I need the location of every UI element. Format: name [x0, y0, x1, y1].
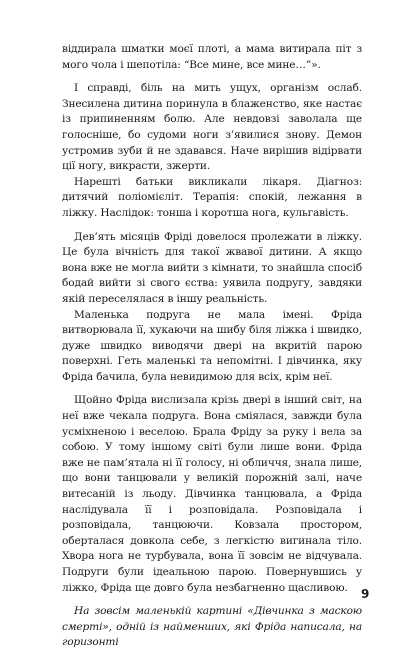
- text-column: [62, 42, 362, 651]
- page-number: 9: [361, 587, 370, 601]
- paragraph: Маленька подруга не мала імені. Фріда витворювала її, хукаючи на шибу біля ліжка і швидко, дуже швидко виводячи двері на вкритій парою поверхні. Геть маленькі та непомітні. І дівчинка, яку Фріда бачила, була невидимою для всіх, крім неї.: [62, 308, 362, 383]
- paragraph: Щойно Фріда вислизала крізь двері в інший світ, на неї вже чекала подруга. Вона сміялася, завжди була усміхненою і веселою. Брала Фріду за руку і вела за собою. У тому іншому світі були лише вони. Фріда вже не пам’ятала ні її голосу, ні обличчя, знала лише, що вони танцювали у великій порожній залі, наче витесаній із льоду. Дівчинка танцювала, а Фріда наслідувала її і розповідала. Розповідала і розповідала, танцюючи. Ковзала простором, оберталася довкола себе, з легкістю вигинала тіло. Хвора нога не турбувала, вона її зовсім не відчувала. Подруги були ідеальною парою. Повернувшись у ліжко, Фріда ще довго була незбагненно щасливою.: [62, 394, 362, 594]
- paragraph: І справді, біль на мить ущух, організм ослаб. Знесилена дитина поринула в блаженство, яке настає із припиненням болю. Але невдовзі заволала ще голосніше, бо судоми ноги з’явилися знову. Демон устромив зуби й не здавався. Наче вирішив відірвати ції ногу, викрасти, зжерти.: [62, 82, 362, 173]
- paragraph-italic: На зовсім маленькій картині «Дівчинка з маскою смерті», одній із найменших, які Фріда написала, на горизонті: [62, 605, 362, 649]
- paragraph: Дев’ять місяців Фріді довелося пролежати в ліжку. Це була вічність для такої жвавої дитини. А якщо вона вже не могла вийти з кімнати, то знайшла спосіб бодай вийти зі свого єства: уявила подругу, завдяки якій переселялася в іншу реальність.: [62, 230, 362, 305]
- paragraph-continuation: віддирала шматки моєї плоті, а мама витирала піт з мого чола і шепотіла: “Все мине, все мине…”».: [62, 43, 362, 71]
- paragraph: Нарешті батьки викликали лікаря. Діагноз: дитячий поліомієліт. Терапія: спокій, лежання в ліжку. Наслідок: тонша і коротша нога, кульгавість.: [62, 175, 362, 219]
